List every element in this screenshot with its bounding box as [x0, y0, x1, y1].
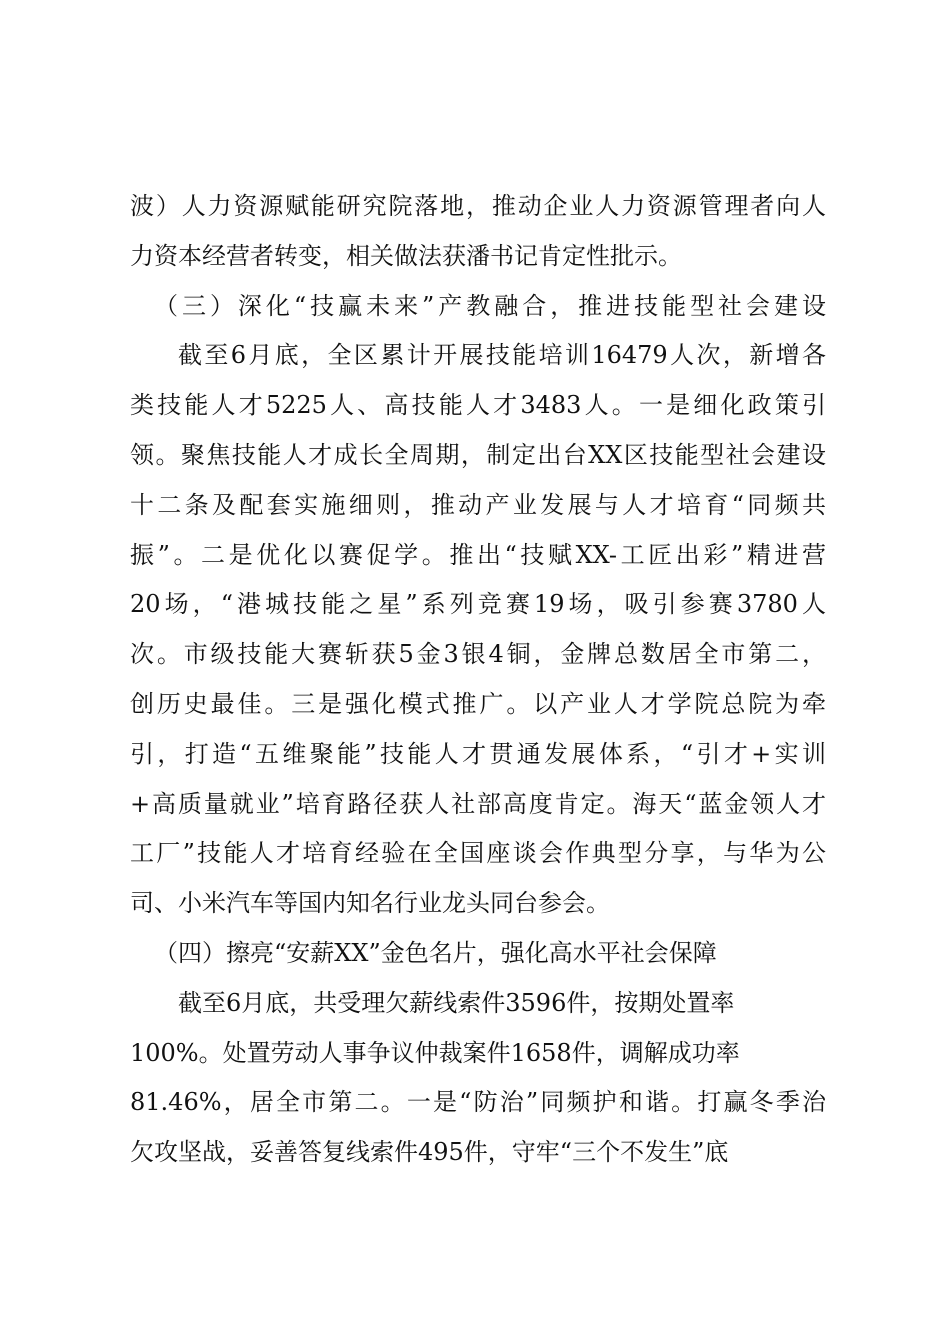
text-line: 领。聚焦技能人才成长全周期，制定出台XX区技能型社会建设: [130, 440, 826, 469]
text-line: 司、小米汽车等国内知名行业龙头同台参会。: [130, 889, 610, 918]
text-line: 波）人力资源赋能研究院落地，推动企业人力资源管理者向人: [130, 192, 826, 220]
text-line: 81.46%，居全市第二。一是“防治”同频护和谐。打赢冬季治: [130, 1088, 826, 1117]
text-line: 次。市级技能大赛斩获5金3银4铜，金牌总数居全市第二，: [130, 640, 826, 669]
text-line: 100%。处置劳动人事争议仲裁案件1658件，调解成功率: [130, 1038, 740, 1067]
text-line: 类技能人才5225人、高技能人才3483人。一是细化政策引: [130, 391, 826, 420]
text-line: 截至6月底，共受理欠薪线索件3596件，按期处置率: [178, 988, 735, 1017]
text-line: 截至6月底，全区累计开展技能培训16479人次，新增各: [178, 341, 826, 370]
text-line: 振”。二是优化以赛促学。推出“技赋XX-工匠出彩”精进营: [130, 540, 826, 569]
text-line: 引，打造“五维聚能”技能人才贯通发展体系，“引才+实训: [130, 739, 826, 768]
text-line: 20场，“港城技能之星”系列竞赛19场，吸引参赛3780人: [130, 590, 826, 619]
text-line: 力资本经营者转变，相关做法获潘书记肯定性批示。: [130, 241, 682, 270]
section-heading-3: （三）深化“技赢未来”产教融合，推进技能型社会建设: [154, 291, 826, 320]
text-line: 欠攻坚战，妥善答复线索件495件，守牢“三个不发生”底: [130, 1138, 729, 1167]
text-line: 十二条及配套实施细则，推动产业发展与人才培育“同频共: [130, 490, 826, 519]
text-line: +高质量就业”培育路径获人社部高度肯定。海天“蓝金领人才: [130, 789, 826, 818]
section-heading-4: （四）擦亮“安薪XX”金色名片，强化高水平社会保障: [154, 938, 717, 967]
document-page: [130, 182, 826, 1178]
text-line: 创历史最佳。三是强化模式推广。以产业人才学院总院为牵: [130, 689, 826, 718]
text-line: 工厂”技能人才培育经验在全国座谈会作典型分享，与华为公: [130, 839, 826, 868]
